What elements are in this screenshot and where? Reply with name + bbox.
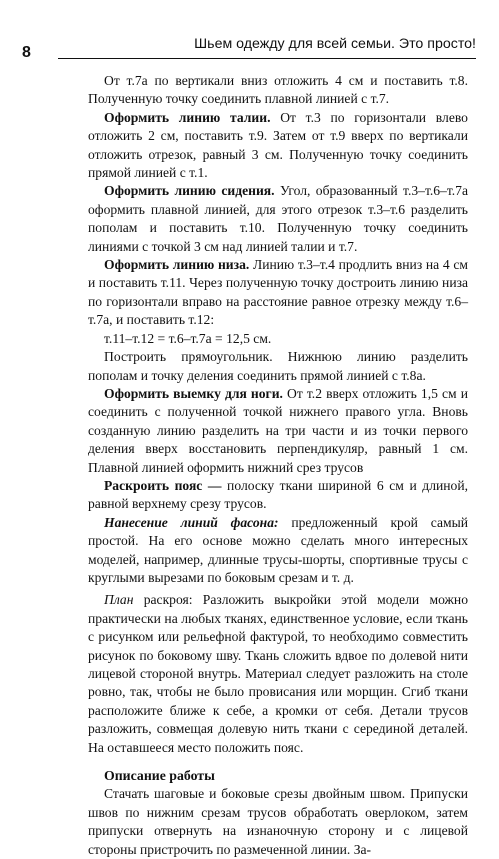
paragraph-term: Оформить линию низа. bbox=[104, 257, 250, 273]
paragraph: Стачать шаговые и боковые срезы двойным швом. Припуски швов по нижним срезам трусов обработать оверлоком, затем припуски отвернуть на изнаночную сторону и с лицевой стороны пристрочить по размеченной линии. За- bbox=[88, 786, 468, 857]
paragraph bbox=[88, 514, 468, 588]
paragraph: От т.7а по вертикали вниз отложить 4 см и поставить т.8. Полученную точку соединить плавной линией с т.7. bbox=[88, 73, 468, 107]
paragraph bbox=[88, 477, 468, 514]
section-heading: Описание работы bbox=[104, 768, 215, 784]
paragraph-term: Оформить линию сидения. bbox=[104, 183, 275, 199]
paragraph-text: От т.2 вверх отложить 1,5 см и соединить с полученной точкой нижнего правого угла. Вновь созданную линию разделить на три части и из точки первого деления вверх восстановить перпендикуляр, равный 1 см. Плавной линией оформить нижний срез трусов bbox=[88, 385, 468, 475]
running-title: Шьем одежду для всей семьи. Это просто! bbox=[194, 36, 476, 52]
paragraph-text: предложенный крой самый простой. На его основе можно сделать много интересных моделей, например, длинные трусы-шорты, спортивные трусы с круглыми вырезами по боковым срезам и т. д. bbox=[88, 514, 468, 585]
formula: т.11–т.12 = т.6–т.7а = 12,5 см. bbox=[104, 330, 272, 346]
page-body bbox=[88, 72, 468, 859]
page-number: 8 bbox=[22, 44, 31, 61]
paragraph-term: План bbox=[104, 592, 134, 608]
paragraph bbox=[88, 182, 468, 256]
paragraph bbox=[88, 591, 468, 757]
paragraph-text: Линию т.3–т.4 продлить вниз на 4 см и поставить т.11. Через полученную точку достроить линию низа по горизонтали вправо на расстояние равное отрезку между т.6–т.7а, и поставить т.12: bbox=[88, 257, 468, 328]
paragraph-term: Оформить выемку для ноги. bbox=[104, 385, 283, 401]
paragraph-term: Нанесение линий фасона: bbox=[104, 514, 279, 530]
page-header bbox=[58, 34, 476, 59]
paragraph-term: Раскроить пояс — bbox=[104, 477, 222, 493]
paragraph-text: От т.3 по горизонтали влево отложить 2 см, поставить т.9. Затем от т.9 вверх по вертикали отложить отрезок, равный 3 см. Полученную точку соединить прямой линией с т.1. bbox=[88, 109, 468, 181]
paragraph bbox=[88, 256, 468, 330]
paragraph-term: Оформить линию талии. bbox=[104, 109, 271, 125]
paragraph bbox=[88, 109, 468, 183]
paragraph-text: полоску ткани шириной 6 см и длиной, равной верхнему срезу трусов. bbox=[88, 477, 468, 512]
paragraph-text: раскроя: Разложить выкройки этой модели можно практически на любых тканях, единственное условие, если ткань с рисунком или рельефной фактурой, то необходимо совместить рисунок по боковому шву. Ткань сложить вдвое по долевой нити лицевой стороной внутрь. Материал следует разложить на столе ровно, так, чтобы не было провисания или морщин. Сгиб ткани расположите ближе к себе, а кромки от себя. Детали трусов разложить, совмещая долевую нить ткани с серединой деталей. На оставшееся место положить пояс. bbox=[88, 592, 468, 755]
paragraph bbox=[88, 385, 468, 477]
paragraph-text: Угол, образованный т.3–т.6–т.7а оформить плавной линией, для этого отрезок т.3–т.6 разделить пополам и поставить т.10. Полученную точку соединить линиями с точкой 3 см над линией талии и т.7. bbox=[88, 183, 468, 254]
paragraph: Построить прямоугольник. Нижнюю линию разделить пополам и точку деления соединить прямой линией с т.8а. bbox=[88, 349, 468, 383]
